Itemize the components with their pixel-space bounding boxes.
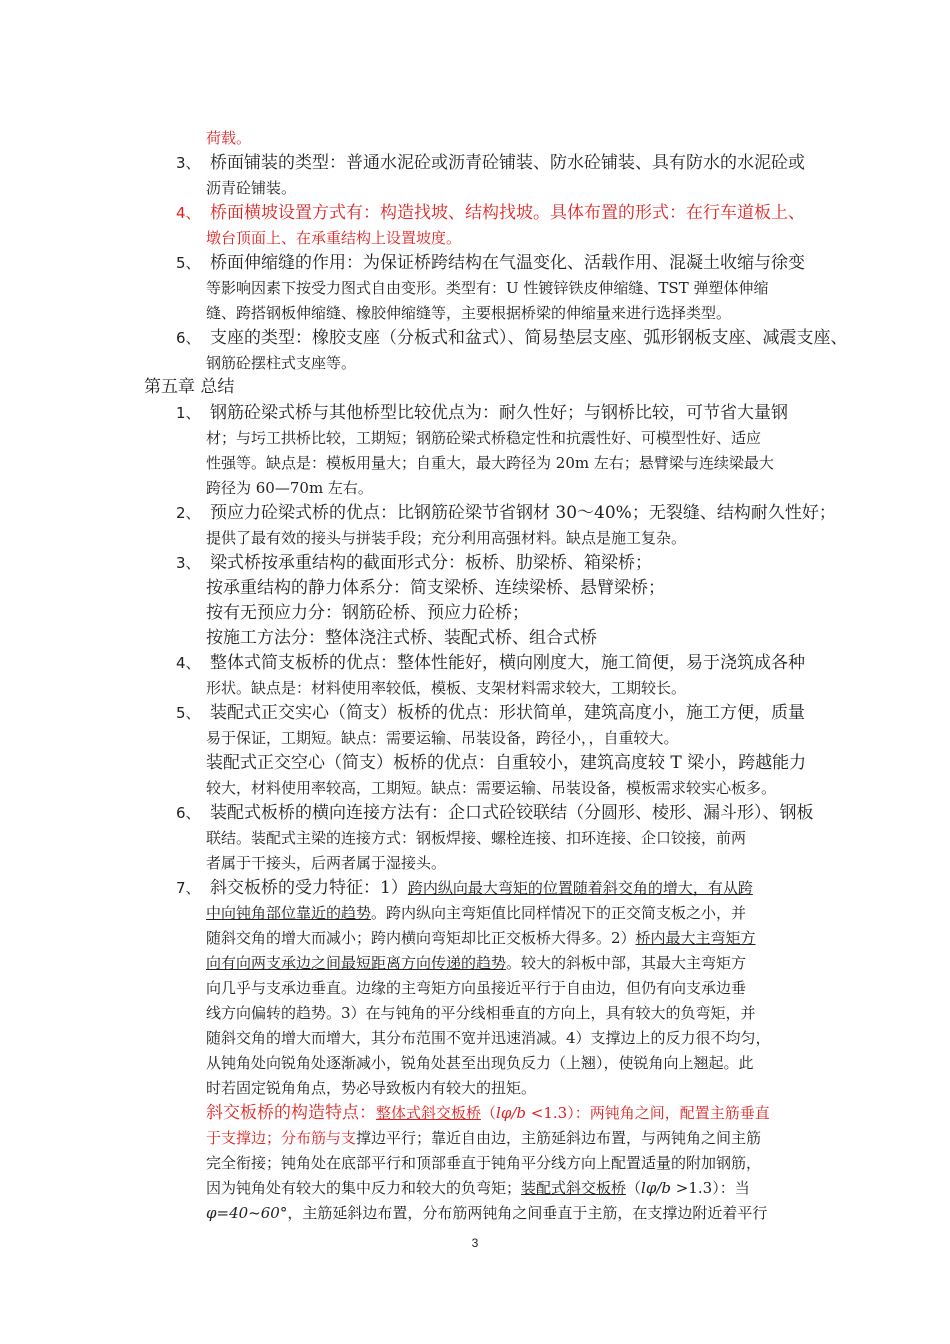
list-item: 3、 梁式桥按承重结构的截面形式分：板桥、肋梁桥、箱梁桥； (176, 553, 652, 573)
list-number: 5、 (176, 254, 201, 272)
list-item: 6、 装配式板桥的横向连接方法有：企口式砼铰联结（分圆形、棱形、漏斗形）、钢板 (176, 803, 814, 823)
underlined-text: 整体式斜交板桥 (376, 1104, 482, 1122)
page-number: 3 (471, 1236, 479, 1250)
underlined-text: 桥内最大主弯矩方 (635, 929, 756, 947)
text-line: 跨径为 60—70m 左右。 (206, 479, 373, 497)
text-line: 形状。缺点是：材料使用率较低，模板、支架材料需求较大，工期较长。 (206, 679, 687, 697)
text-line: 沥青砼铺装。 (206, 179, 297, 197)
list-number: 4、 (176, 654, 201, 672)
text-line: 缝、跨搭钢板伸缩缝、橡胶伸缩缝等，主要根据桥梁的伸缩量来进行选择类型。 (206, 304, 732, 322)
text-line: 按有无预应力分：钢筋砼桥、预应力砼桥； (206, 603, 529, 623)
list-number: 1、 (176, 404, 201, 422)
text-line: 因为钝角处有较大的集中反力和较大的负弯矩；装配式斜交板桥（lφ/b >1.3）：当 (206, 1179, 750, 1197)
list-item: 5、 桥面伸缩缝的作用：为保证桥跨结构在气温变化、活载作用、混凝土收缩与徐变 (176, 253, 805, 273)
text-line: 随斜交角的增大而减小；跨内横向弯矩却比正交板桥大得多。2）桥内最大主弯矩方 (206, 929, 756, 947)
list-number: 3、 (176, 154, 201, 172)
list-item: 2、 预应力砼梁式桥的优点：比钢筋砼梁节省钢材 30～40%；无裂缝、结构耐久性好； (176, 503, 836, 523)
underlined-text: 装配式斜交板桥 (521, 1179, 627, 1197)
text-line: 材；与圬工拱桥比较，工期短；钢筋砼梁式桥稳定性和抗震性好、可模型性好、适应 (206, 429, 762, 447)
list-item: 6、 支座的类型：橡胶支座（分板式和盆式）、简易垫层支座、弧形钢板支座、减震支座、 (176, 328, 848, 348)
list-number: 7、 (176, 879, 201, 897)
text-line: 向有向两支承边之间最短距离方向传递的趋势。较大的斜板中部，其最大主弯矩方 (206, 954, 747, 972)
text-line: 线方向偏转的趋势。3）在与钝角的平分线相垂直的方向上，具有较大的负弯矩，并 (206, 1004, 756, 1022)
list-number: 6、 (176, 329, 201, 347)
text-line: 装配式正交空心（简支）板桥的优点：自重较小，建筑高度较 T 梁小，跨越能力 (206, 753, 807, 773)
underlined-text: 跨内纵向最大弯矩的位置随着斜交角的增大，有从跨 (407, 879, 753, 897)
list-item: 1、 钢筋砼梁式桥与其他桥型比较优点为：耐久性好；与钢桥比较，可节省大量钢 (176, 403, 788, 423)
list-number: 4、 (176, 204, 201, 222)
text-line: 钢筋砼摆柱式支座等。 (206, 354, 357, 372)
text-line: 随斜交角的增大而增大，其分布范围不宽并迅速消减。4）支撑边上的反力很不均匀， (206, 1029, 771, 1047)
text-line: 完全衔接；钝角处在底部平行和顶部垂直于钝角平分线方向上配置适量的附加钢筋， (206, 1154, 762, 1172)
text-line: 者属于干接头，后两者属于湿接头。 (206, 854, 447, 872)
list-item: 4、 桥面横坡设置方式有：构造找坡、结构找坡。具体布置的形式：在行车道板上、 (176, 203, 805, 223)
text-line: 性强等。缺点是：模板用量大；自重大，最大跨径为 20m 左右；悬臂梁与连续梁最大 (206, 454, 774, 472)
underlined-text: 向有向两支承边之间最短距离方向传递的趋势 (206, 954, 507, 972)
text-line: 荷载。 (206, 129, 252, 147)
list-number: 2、 (176, 504, 201, 522)
text-line: 按施工方法分：整体浇注式桥、装配式桥、组合式桥 (206, 628, 597, 648)
underlined-text: 中向钝角部位靠近的趋势 (206, 904, 372, 922)
list-item: 4、 整体式简支板桥的优点：整体性能好，横向刚度大，施工简便，易于浇筑成各种 (176, 653, 805, 673)
chapter-heading: 第五章 总结 (144, 377, 235, 397)
text-line: 按承重结构的静力体系分：简支梁桥、连续梁桥、悬臂梁桥； (206, 578, 665, 598)
text-line: 从钝角处向锐角处逐渐减小，锐角处甚至出现负反力（上翘），使锐角向上翘起。此 (206, 1054, 754, 1072)
text-line: 斜交板桥的构造特点：整体式斜交板桥（lφ/b <1.3）：两钝角之间，配置主筋垂直 (206, 1103, 770, 1123)
text-line: 提供了最有效的接头与拼装手段；充分利用高强材料。缺点是施工复杂。 (206, 529, 687, 547)
text-line: 联结。装配式主梁的连接方式：钢板焊接、螺栓连接、扣环连接、企口铰接，前两 (206, 829, 747, 847)
text-line: 时若固定锐角角点，势必导致板内有较大的扭矩。 (206, 1079, 537, 1097)
list-number: 6、 (176, 804, 201, 822)
list-item: 7、 斜交板桥的受力特征：1）跨内纵向最大弯矩的位置随着斜交角的增大，有从跨 (176, 878, 753, 898)
list-number: 3、 (176, 554, 201, 572)
text-line: φ=40~60°，主筋延斜边布置，分布筋两钝角之间垂直于主筋，在支撑边附近着平行 (206, 1204, 768, 1222)
text-line: 等影响因素下按受力图式自由变形。类型有：U 性镀锌铁皮伸缩缝、TST 弹塑体伸缩 (206, 279, 769, 297)
text-line: 墩台顶面上、在承重结构上设置坡度。 (206, 229, 462, 247)
list-number: 5、 (176, 704, 201, 722)
text-line: 较大，材料使用率较高，工期短。缺点：需要运输、吊装设备，模板需求较实心板多。 (206, 779, 777, 797)
text-line: 向几乎与支承边垂直。边缘的主弯矩方向虽接近平行于自由边，但仍有向支承边垂 (206, 979, 747, 997)
list-item: 3、 桥面铺装的类型：普通水泥砼或沥青砼铺装、防水砼铺装、具有防水的水泥砼或 (176, 153, 805, 173)
text-line: 于支撑边；分布筋与支撑边平行；靠近自由边，主筋延斜边布置，与两钝角之间主筋 (206, 1129, 762, 1147)
text-line: 中向钝角部位靠近的趋势。跨内纵向主弯矩值比同样情况下的正交简支板之小，并 (206, 904, 747, 922)
list-item: 5、 装配式正交实心（简支）板桥的优点：形状简单，建筑高度小，施工方便，质量 (176, 703, 805, 723)
text-line: 易于保证，工期短。缺点：需要运输、吊装设备，跨径小，，自重较大。 (206, 729, 679, 747)
